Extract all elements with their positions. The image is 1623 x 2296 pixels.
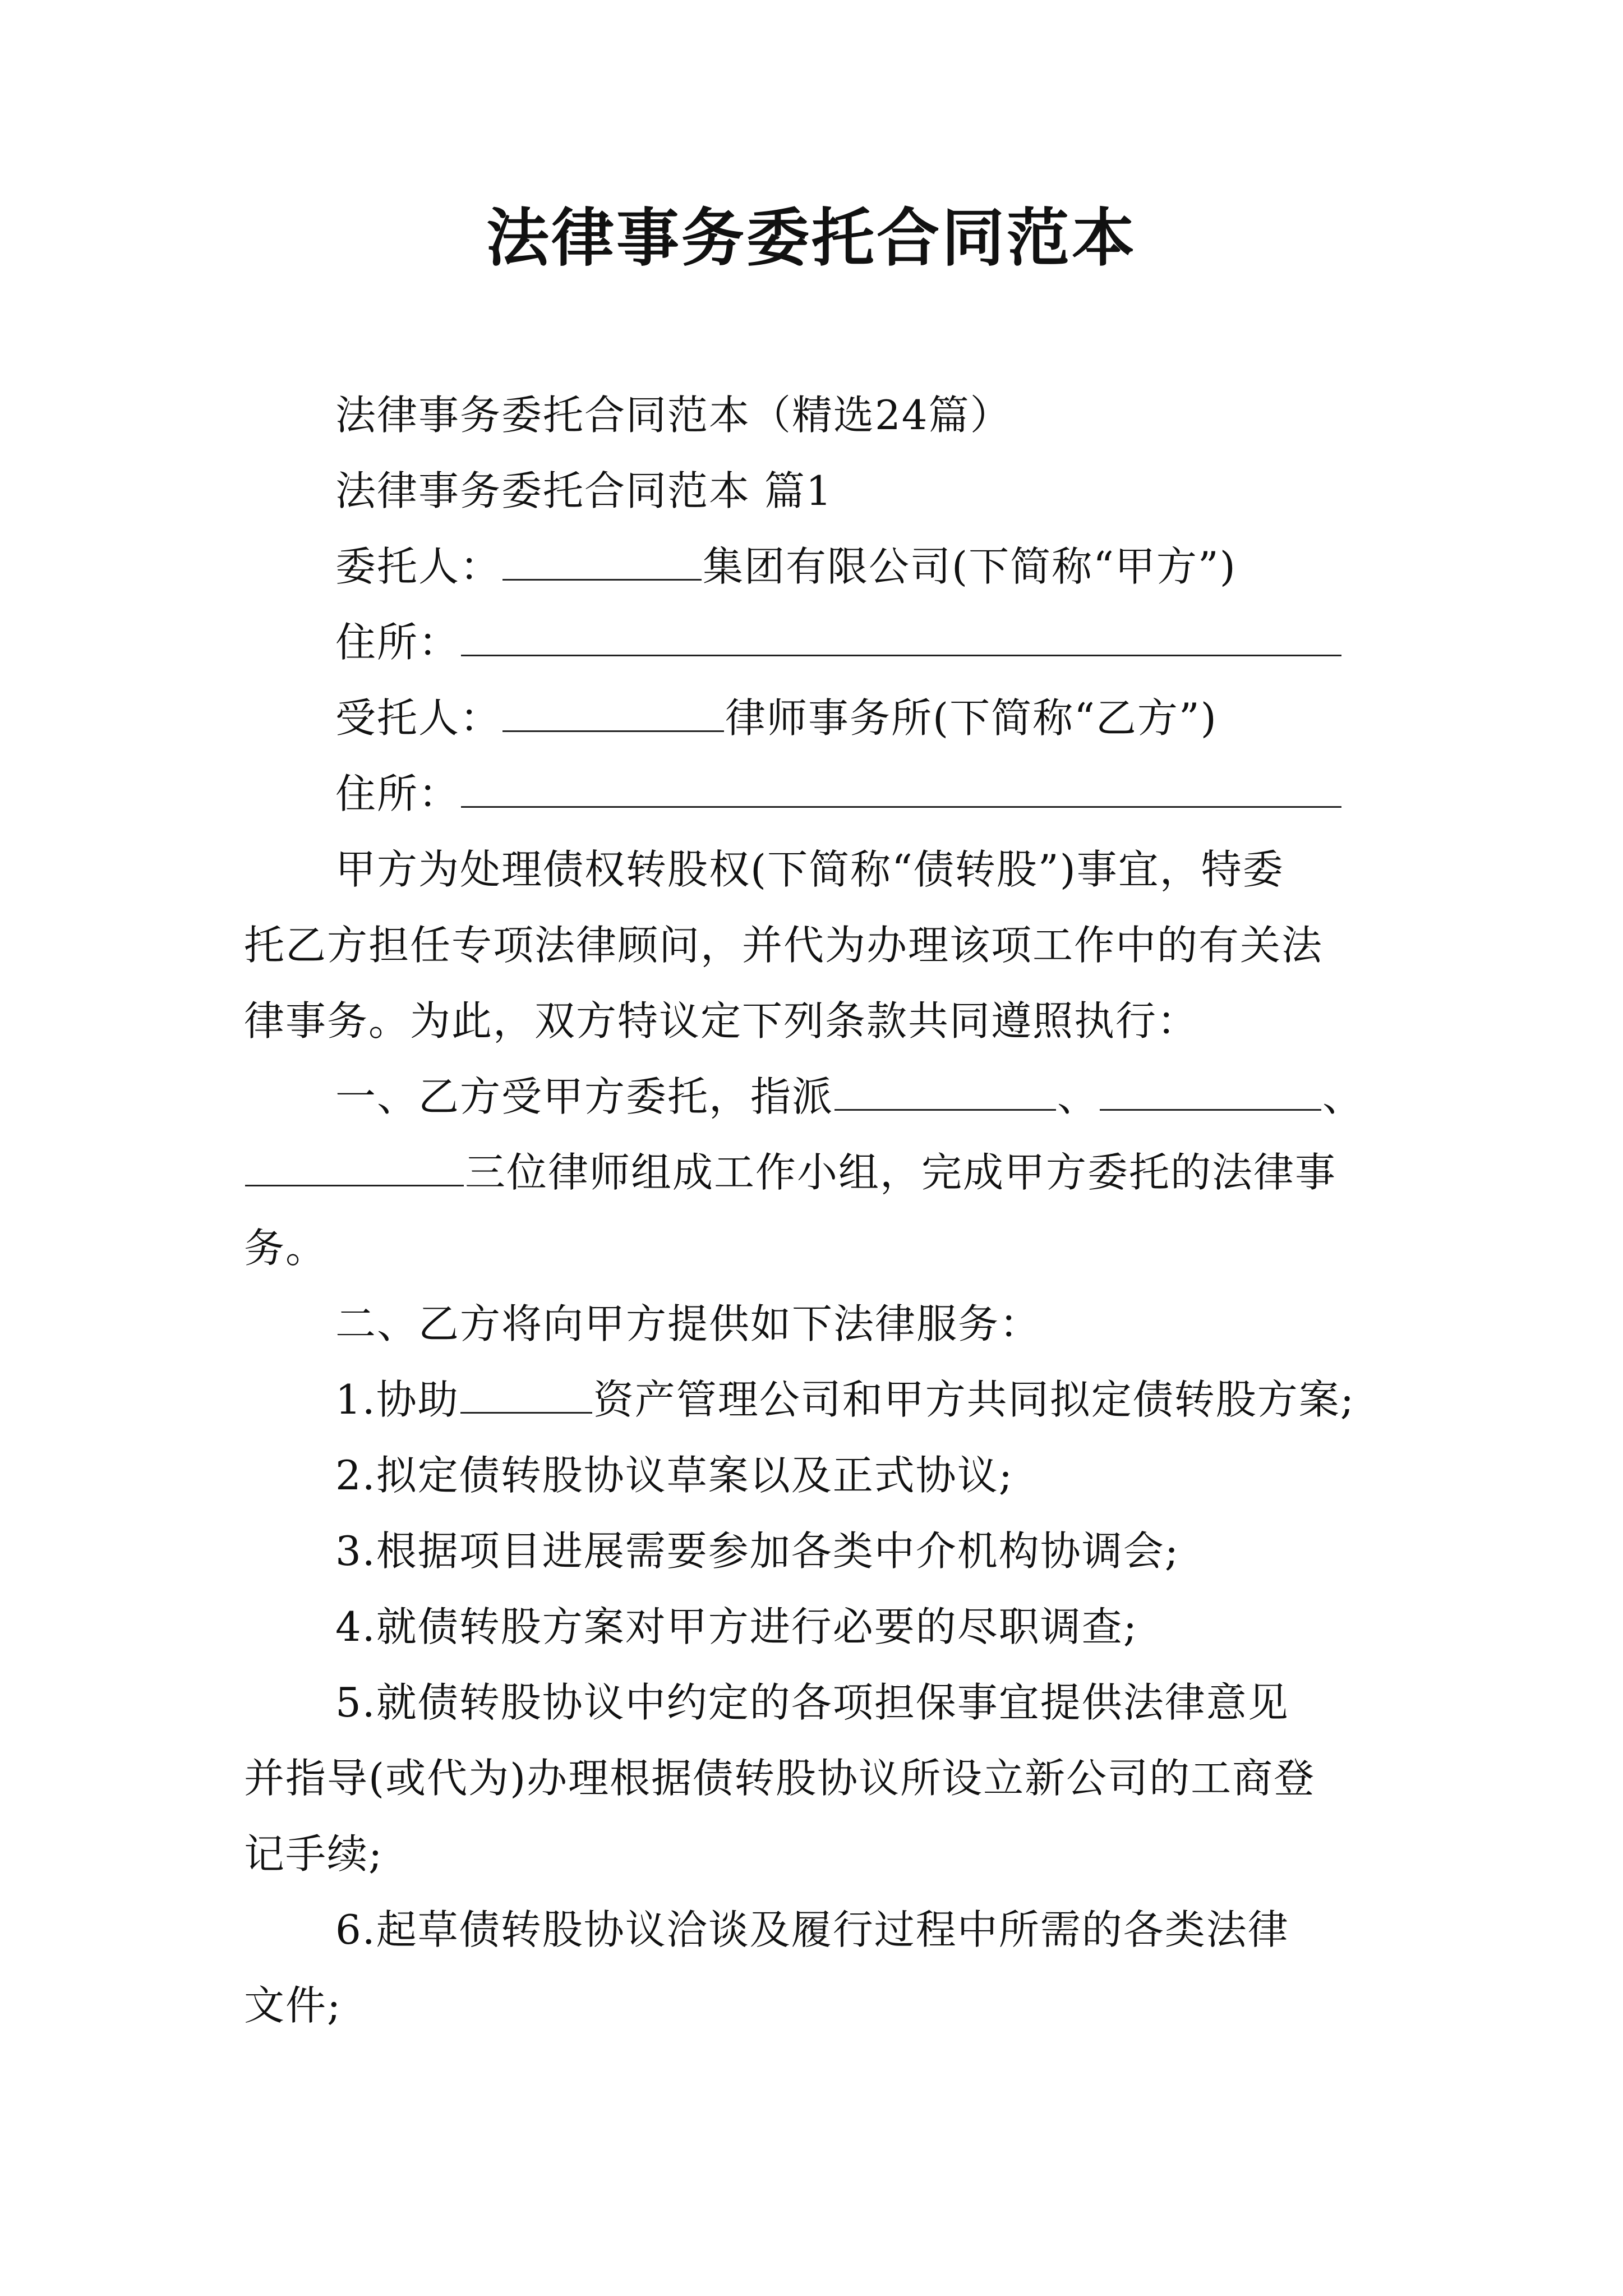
clause1-text: 一、乙方受甲方委托，指派 (335, 1073, 834, 1120)
service-item-6-line-1: 6.起草债转股协议洽谈及履行过程中所需的各类法律 (335, 1906, 1289, 1953)
clause2-heading: 二、乙方将向甲方提供如下法律服务： (335, 1300, 1041, 1347)
service-item-4: 4.就债转股方案对甲方进行必要的尽职调查; (335, 1603, 1138, 1650)
lawyer-3-blank (245, 1145, 464, 1186)
intro-line-3: 律事务。为此，双方特议定下列条款共同遵照执行： (244, 997, 1199, 1045)
clause1-line-2 (244, 1144, 1336, 1200)
agent-name-blank (502, 691, 724, 732)
agent-line (335, 690, 1218, 746)
client-address-label: 住所： (335, 619, 460, 666)
lawyer-2-blank (1100, 1070, 1321, 1111)
client-suffix: 集团有限公司(下简称“甲方”) (703, 543, 1237, 590)
clause1-separator-1: 、 (1057, 1073, 1099, 1120)
service-item-5-line-2: 并指导(或代为)办理根据债转股协议所设立新公司的工商登 (244, 1755, 1316, 1802)
client-label: 委托人： (335, 543, 502, 590)
service-item-2: 2.拟定债转股协议草案以及正式协议; (335, 1452, 1013, 1499)
subtitle: 法律事务委托合同范本（精选24篇） (335, 392, 1012, 439)
clause1-line-1 (335, 1069, 1364, 1125)
service-item-1 (335, 1372, 1355, 1428)
agent-address-line (335, 766, 1343, 822)
agent-suffix: 律师事务所(下简称“乙方”) (725, 694, 1218, 742)
asset-company-blank (460, 1373, 592, 1414)
client-address-line (335, 614, 1343, 670)
agent-label: 受托人： (335, 694, 502, 742)
clause1-separator-2: 、 (1322, 1073, 1364, 1120)
service-item-6-line-2: 文件; (244, 1982, 342, 2029)
section-heading: 法律事务委托合同范本 篇1 (335, 467, 833, 514)
intro-line-1: 甲方为处理债权转股权(下简称“债转股”)事宜，特委 (335, 846, 1284, 893)
service-item-5-line-3: 记手续; (244, 1830, 384, 1878)
clause1-text-2: 三位律师组成工作小组，完成甲方委托的法律事 (465, 1149, 1337, 1196)
service-item-1-suffix: 资产管理公司和甲方共同拟定债转股方案; (593, 1376, 1355, 1423)
agent-address-blank (461, 767, 1341, 808)
intro-line-2: 托乙方担任专项法律顾问，并代为办理该项工作中的有关法 (244, 922, 1324, 969)
client-line (335, 539, 1237, 595)
agent-address-label: 住所： (335, 770, 460, 817)
document-title: 法律事务委托合同范本 (486, 201, 1137, 275)
clause1-line-3: 务。 (244, 1225, 328, 1272)
client-address-blank (461, 615, 1341, 656)
service-item-3: 3.根据项目进展需要参加各类中介机构协调会; (335, 1527, 1179, 1575)
service-item-5-line-1: 5.就债转股协议中约定的各项担保事宜提供法律意见 (335, 1679, 1289, 1726)
lawyer-1-blank (834, 1070, 1056, 1111)
client-name-blank (502, 540, 702, 581)
service-item-1-prefix: 1.协助 (335, 1376, 459, 1423)
